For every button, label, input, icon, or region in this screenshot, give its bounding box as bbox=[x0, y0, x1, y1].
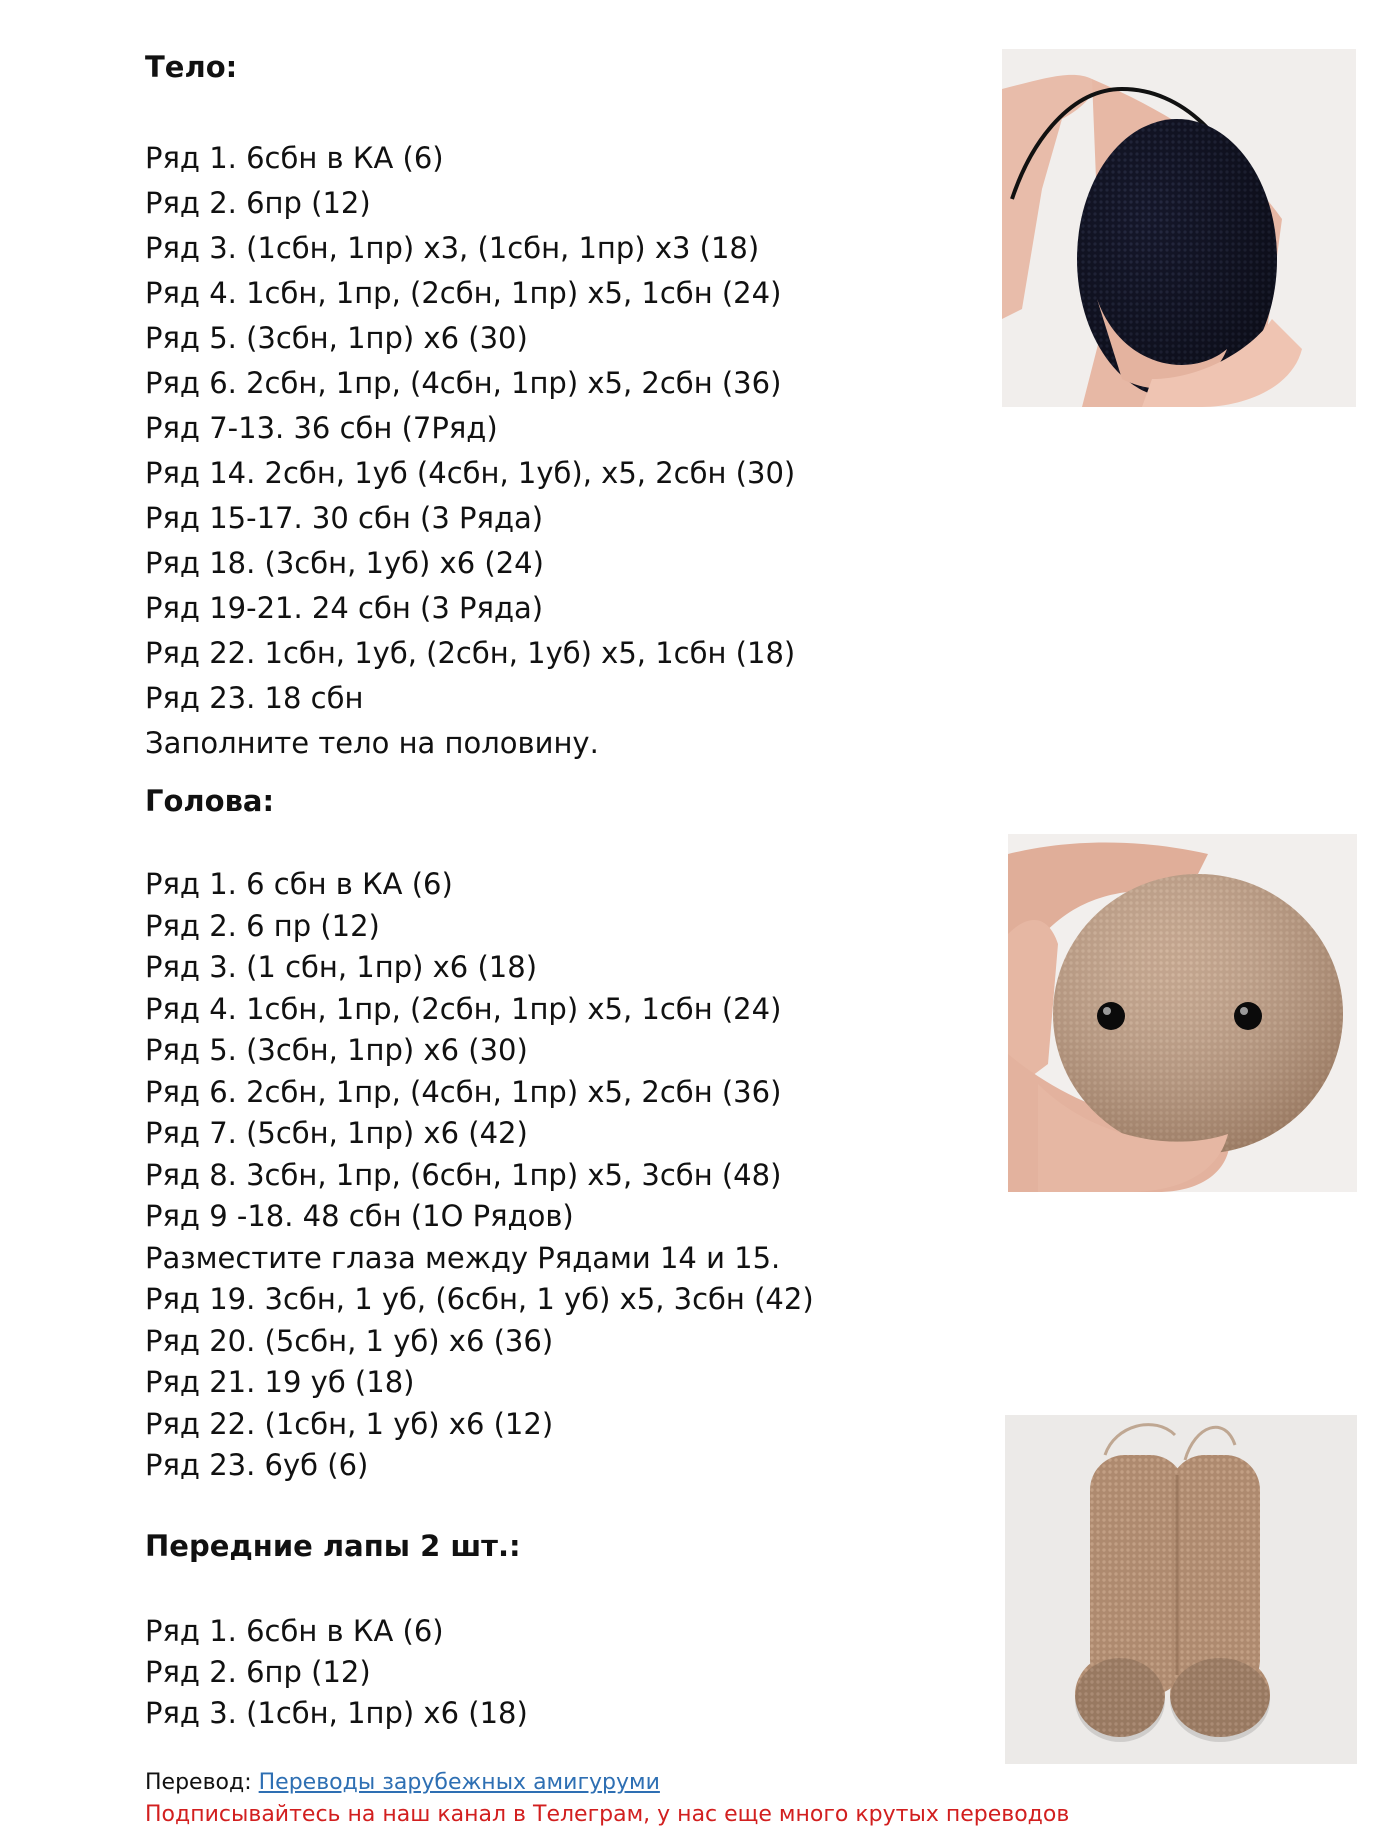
list-item: Ряд 23. 18 сбн bbox=[145, 681, 364, 715]
list-item: Заполните тело на половину. bbox=[145, 726, 599, 760]
list-item: Ряд 4. 1сбн, 1пр, (2сбн, 1пр) x5, 1сбн (24) bbox=[145, 991, 782, 1026]
paws-photo bbox=[1005, 1415, 1357, 1764]
list-item: Ряд 21. 19 уб (18) bbox=[145, 1365, 415, 1399]
list-item: Ряд 5. (3сбн, 1пр) x6 (30) bbox=[145, 1033, 528, 1067]
list-item: Ряд 1. 6сбн в КА (6) bbox=[145, 1614, 444, 1648]
list-item: Разместите глаза между Рядами 14 и 15. bbox=[145, 1240, 781, 1275]
list-item: Ряд 2. 6пр (12) bbox=[145, 1655, 371, 1689]
list-item: Ряд 6. 2сбн, 1пр, (4сбн, 1пр) x5, 2сбн (36) bbox=[145, 366, 782, 400]
list-item: Ряд 3. (1 сбн, 1пр) x6 (18) bbox=[145, 950, 538, 984]
subscribe-text: Подписывайтесь на наш канал в Телеграм, у нас еще много крутых переводов bbox=[145, 1802, 1070, 1827]
list-item: Ряд 22. (1сбн, 1 уб) x6 (12) bbox=[145, 1406, 554, 1441]
list-item: Ряд 4. 1сбн, 1пр, (2сбн, 1пр) x5, 1сбн (24) bbox=[145, 276, 782, 310]
list-item: Ряд 3. (1сбн, 1пр) x6 (18) bbox=[145, 1696, 528, 1730]
list-item: Ряд 18. (3сбн, 1уб) x6 (24) bbox=[145, 546, 544, 580]
head-photo bbox=[1008, 834, 1357, 1192]
list-item: Ряд 7-13. 36 сбн (7Ряд) bbox=[145, 411, 498, 445]
list-item: Ряд 19. 3сбн, 1 уб, (6сбн, 1 уб) x5, 3сбн (42) bbox=[145, 1282, 814, 1316]
translation-link[interactable]: Переводы зарубежных амигуруми bbox=[258, 1770, 660, 1795]
body-section-title: Тело: bbox=[145, 50, 238, 84]
head-rows-list bbox=[145, 864, 814, 1487]
paws-section-title: Передние лапы 2 шт.: bbox=[145, 1529, 521, 1563]
list-item: Ряд 14. 2сбн, 1уб (4сбн, 1уб), x5, 2сбн (30) bbox=[145, 456, 796, 490]
list-item: Ряд 1. 6сбн в КА (6) bbox=[145, 141, 444, 175]
translation-label: Перевод: bbox=[145, 1770, 252, 1795]
list-item: Ряд 19-21. 24 сбн (3 Ряда) bbox=[145, 591, 544, 625]
list-item: Ряд 9 -18. 48 сбн (1О Рядов) bbox=[145, 1199, 574, 1233]
head-section-title: Голова: bbox=[145, 784, 275, 818]
list-item: Ряд 2. 6пр (12) bbox=[145, 186, 371, 220]
list-item: Ряд 3. (1сбн, 1пр) x3, (1сбн, 1пр) x3 (18) bbox=[145, 231, 760, 265]
list-item: Ряд 2. 6 пр (12) bbox=[145, 908, 380, 943]
footer-translation bbox=[145, 1770, 660, 1795]
paws-rows-list bbox=[145, 1611, 528, 1734]
list-item: Ряд 23. 6уб (6) bbox=[145, 1448, 369, 1482]
list-item: Ряд 15-17. 30 сбн (3 Ряда) bbox=[145, 501, 544, 535]
list-item: Ряд 20. (5сбн, 1 уб) x6 (36) bbox=[145, 1323, 554, 1358]
body-photo bbox=[1002, 49, 1356, 407]
list-item: Ряд 1. 6 сбн в КА (6) bbox=[145, 867, 453, 901]
list-item: Ряд 7. (5сбн, 1пр) x6 (42) bbox=[145, 1116, 528, 1150]
list-item: Ряд 8. 3сбн, 1пр, (6сбн, 1пр) x5, 3сбн (48) bbox=[145, 1157, 782, 1192]
list-item: Ряд 22. 1сбн, 1уб, (2сбн, 1уб) x5, 1сбн (18) bbox=[145, 636, 796, 670]
list-item: Ряд 6. 2сбн, 1пр, (4сбн, 1пр) x5, 2сбн (36) bbox=[145, 1074, 782, 1109]
list-item: Ряд 5. (3сбн, 1пр) x6 (30) bbox=[145, 321, 528, 355]
body-rows-list bbox=[145, 136, 795, 766]
